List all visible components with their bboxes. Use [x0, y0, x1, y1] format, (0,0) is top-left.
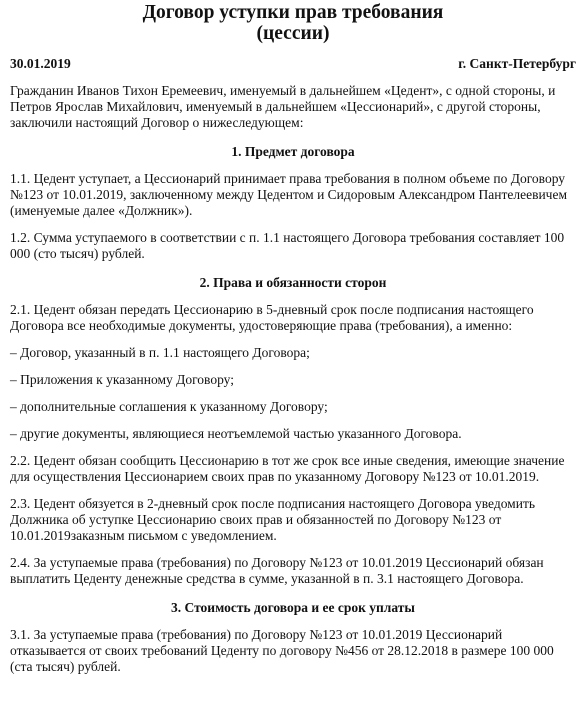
- clause-3-1: 3.1. За уступаемые права (требования) по Договору №123 от 10.01.2019 Цессионарий отказывается от своих требований Цеденту по договору №456 от 28.12.2018 в размере 100 000 (ста тысяч) рублей.: [10, 627, 554, 674]
- title-line-2: (цессии): [256, 23, 330, 44]
- clause-2-2: 2.2. Цедент обязан сообщить Цессионарию в тот же срок все иные сведения, имеющие значение для осуществления Цессионарием своих прав по указанному Договору №123 от 10.01.2019.: [10, 453, 565, 484]
- date-city-row: [10, 56, 576, 72]
- list-item-other-documents: – другие документы, являющиеся неотъемлемой частью указанного Договора.: [10, 426, 462, 441]
- document-date: 30.01.2019: [10, 56, 71, 71]
- clause-1-2: 1.2. Сумма уступаемого в соответствии с п. 1.1 настоящего Договора требования составляет 100 000 (сто тысяч) рублей.: [10, 230, 565, 261]
- title-line-1: Договор уступки прав требования: [142, 2, 444, 23]
- clause-2-1: 2.1. Цедент обязан передать Цессионарию в 5-дневный срок после подписания настоящего Договора все необходимые документы, удостоверяющие права (требования), а именно:: [10, 302, 534, 333]
- clause-2-4: 2.4. За уступаемые права (требования) по Договору №123 от 10.01.2019 Цессионарий обязан выплатить Цеденту денежные средства в сумме, указанной в п. 3.1 настоящего Договора.: [10, 555, 544, 586]
- list-item-contract: – Договор, указанный в п. 1.1 настоящего Договора;: [10, 345, 310, 360]
- clause-2-3: 2.3. Цедент обязуется в 2-дневный срок после подписания настоящего Договора уведомить Должника об уступке Цессионарию своих прав и обязанностей по Договору №123 от 10.01.2019заказным письмом с уведомлением.: [10, 496, 536, 543]
- list-item-agreements: – дополнительные соглашения к указанному Договору;: [10, 399, 328, 414]
- list-item-appendices: – Приложения к указанному Договору;: [10, 372, 234, 387]
- clause-1-1: 1.1. Цедент уступает, а Цессионарий принимает права требования в полном объеме по Договору №123 от 10.01.2019, заключенному между Цедентом и Сидоровым Александром Пантелеевичем (именуемые далее «Должник»).: [10, 171, 567, 218]
- preamble: Гражданин Иванов Тихон Еремеевич, именуемый в дальнейшем «Цедент», с одной стороны, и Петров Ярослав Михайлович, именуемый в дальнейшем «Цессионарий», с другой стороны, заключили настоящий Договор о нижеследующем:: [10, 83, 556, 130]
- section-title-2: 2. Права и обязанности сторон: [199, 275, 387, 290]
- document-title: [10, 0, 576, 44]
- section-title-3: 3. Стоимость договора и ее срок уплаты: [171, 600, 415, 615]
- section-title-1: 1. Предмет договора: [231, 144, 355, 159]
- document-city: г. Санкт-Петербург: [458, 56, 576, 71]
